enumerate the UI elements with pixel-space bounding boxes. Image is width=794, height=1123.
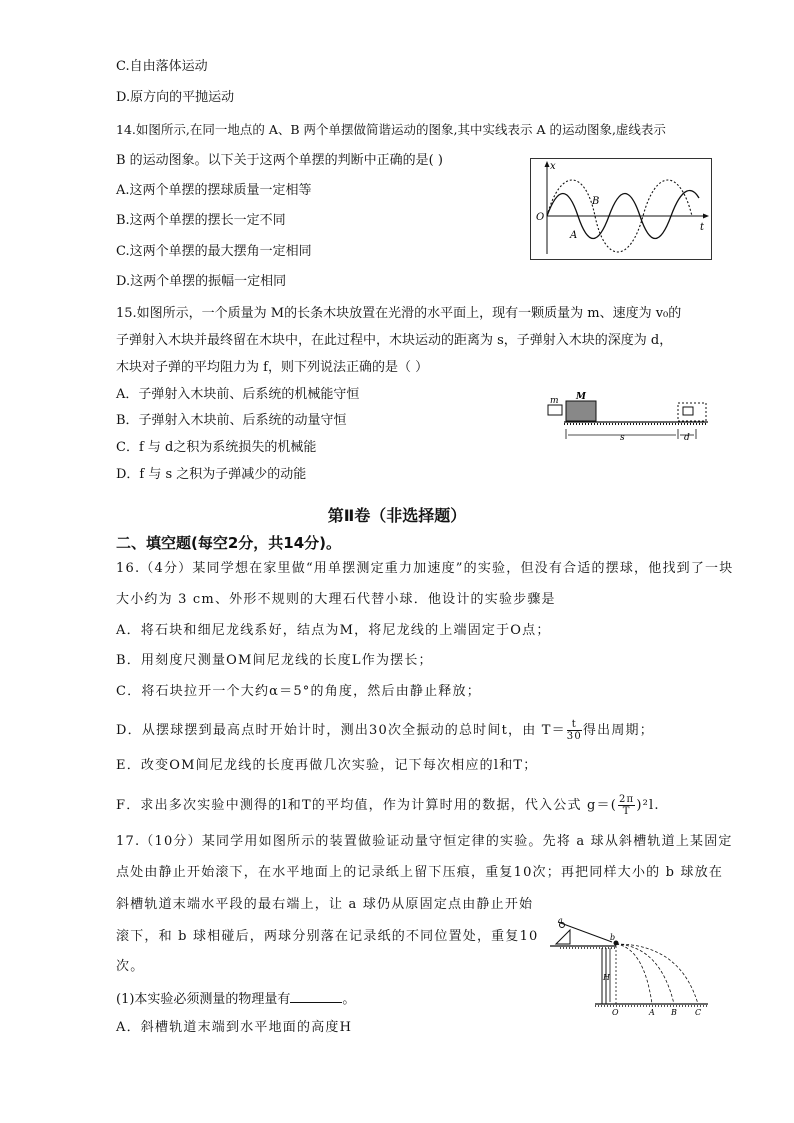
q14-x-label: x (550, 161, 556, 172)
q15-option-c: C．f 与 d之积为系统损失的机械能 (116, 440, 317, 455)
q15-block-final (678, 403, 706, 421)
q17-trajectory-a (616, 944, 652, 1004)
q17-sub1-answer-blank[interactable] (290, 990, 342, 1003)
q14-curve-b-label: B (592, 196, 600, 207)
q17-line3: 斜槽轨道末端水平段的最右端上，让 a 球仍从原固定点由静止开始 (116, 897, 534, 912)
q14-stem-line2: B 的运动图象。以下关于这两个单摆的判断中正确的是( ) (116, 153, 443, 168)
q15-stem-line2: 子弹射入木块并最终留在木块中，在此过程中，木块运动的距离为 s，子弹射入木块的深度为 d， (116, 333, 673, 348)
q15-bullet-final (683, 407, 693, 415)
q16-step-d-text: D．从摆球摆到最高点时开始计时，测出30次全振动的总时间t，由 T＝ (116, 723, 566, 738)
q15-block (566, 401, 596, 421)
q17-collision-apparatus-figure (540, 918, 712, 1016)
q17-line4: 滚下，和 b 球相碰后，两球分别落在记录纸的不同位置处，重复10 (116, 929, 539, 944)
q15-bullet-block-figure (546, 391, 712, 443)
q15-option-d: D．f 与 s 之积为子弹减少的动能 (116, 467, 307, 482)
fill-in-section-heading: 二、填空题(每空2分，共14分)。 (116, 534, 342, 552)
q15-stem-line3: 木块对子弹的平均阻力为 f，则下列说法正确的是（ ） (116, 360, 429, 375)
q17-trajectory-b (616, 944, 674, 1004)
q15-option-b: B．子弹射入木块前、后系统的动量守恒 (116, 413, 347, 428)
q14-x-axis-arrow (545, 161, 550, 167)
q14-option-b: B.这两个单摆的摆长一定不同 (116, 213, 286, 228)
q17-trajectory-c (616, 944, 698, 1004)
period-fraction-numerator: t (567, 719, 582, 731)
q14-t-axis-arrow (703, 214, 709, 219)
q17-sub1 (116, 990, 355, 1009)
part2-title: 第Ⅱ卷（非选择题） (327, 506, 467, 525)
q17-label-a: a (558, 918, 563, 925)
q16-step-f-text: F．求出多次实验中测得的l和T的平均值，作为计算时用的数据，代入公式 g＝( (116, 798, 617, 813)
q16-line2: 大小约为 3 cm、外形不规则的大理石代替小球．他设计的实验步骤是 (116, 592, 556, 607)
q14-oscillation-figure (530, 158, 712, 260)
q17-sub1-text: (1)本实验必须测量的物理量有 (116, 992, 291, 1007)
q17-option-a: A．斜槽轨道末端到水平地面的高度H (116, 1020, 353, 1035)
q17-ramp-slope (558, 922, 612, 942)
q14-option-a: A.这两个单摆的摆球质量一定相等 (116, 183, 312, 198)
q17-label-A: A (649, 1008, 655, 1016)
q16-step-d (116, 719, 654, 742)
q17-line2: 点处由静止开始滚下，在水平地面上的记录纸上留下压痕，重复10次；再把同样大小的 b 球放在 (116, 865, 724, 880)
q16-line1: 16.（4分）某同学想在家里做“用单摆测定重力加速度”的实验，但没有合适的摆球，他找到了一块 (116, 561, 734, 576)
q16-step-a: A．将石块和细尼龙线系好，结点为M，将尼龙线的上端固定于O点； (116, 623, 551, 638)
q16-step-f (116, 794, 660, 817)
q14-curve-a-label: A (570, 230, 578, 241)
q17-label-b: b (610, 933, 616, 942)
formula-fraction (618, 794, 635, 817)
q16-step-f-tail: )²l. (636, 798, 660, 813)
q17-line5: 次。 (116, 959, 145, 974)
q13-option-d: D.原方向的平抛运动 (116, 90, 235, 105)
q15-label-M: M (576, 392, 586, 402)
q15-label-d: d (684, 433, 690, 443)
q15-stem-line1: 15.如图所示，一个质量为 M的长条木块放置在光滑的水平面上，现有一颗质量为 m、速度为 v₀的 (116, 306, 682, 321)
q17-label-H: H (603, 973, 610, 982)
q17-label-O: O (612, 1008, 619, 1016)
q16-step-e: E．改变OM间尼龙线的长度再做几次实验，记下每次相应的l和T； (116, 758, 538, 773)
q13-option-c: C.自由落体运动 (116, 59, 208, 74)
period-fraction-denominator: 30 (566, 731, 582, 742)
q17-ramp-top (556, 930, 570, 944)
q16-step-c: C．将石块拉开一个大约α＝5°的角度，然后由静止释放； (116, 684, 481, 699)
q17-sub1-end: 。 (342, 992, 356, 1007)
q15-option-a: A．子弹射入木块前、后系统的机械能守恒 (116, 387, 360, 402)
q14-stem-line1: 14.如图所示,在同一地点的 A、B 两个单摆做简谐运动的图象,其中实线表示 A 的运动图象,虚线表示 (116, 122, 666, 137)
q17-label-B: B (671, 1008, 677, 1016)
q16-step-b: B．用刻度尺测量OM间尼龙线的长度L作为摆长； (116, 653, 433, 668)
q14-option-c: C.这两个单摆的最大摆角一定相同 (116, 244, 312, 259)
q15-label-s: s (620, 433, 625, 443)
q14-origin-label: O (536, 212, 545, 223)
formula-fraction-numerator: 2π (618, 794, 635, 805)
q15-label-m: m (550, 396, 559, 406)
formula-fraction-denominator: T (622, 806, 631, 817)
q16-step-d-tail: 得出周期； (582, 723, 654, 738)
q14-t-label: t (700, 222, 705, 233)
q17-label-C: C (695, 1008, 702, 1016)
q15-bullet (548, 405, 562, 415)
q14-option-d: D.这两个单摆的振幅一定相同 (116, 274, 287, 289)
period-fraction (567, 719, 582, 742)
q17-line1: 17.（10分）某同学用如图所示的装置做验证动量守恒定律的实验。先将 a 球从斜槽轨道上某固定 (116, 834, 733, 849)
q14-figure-border (531, 159, 712, 260)
